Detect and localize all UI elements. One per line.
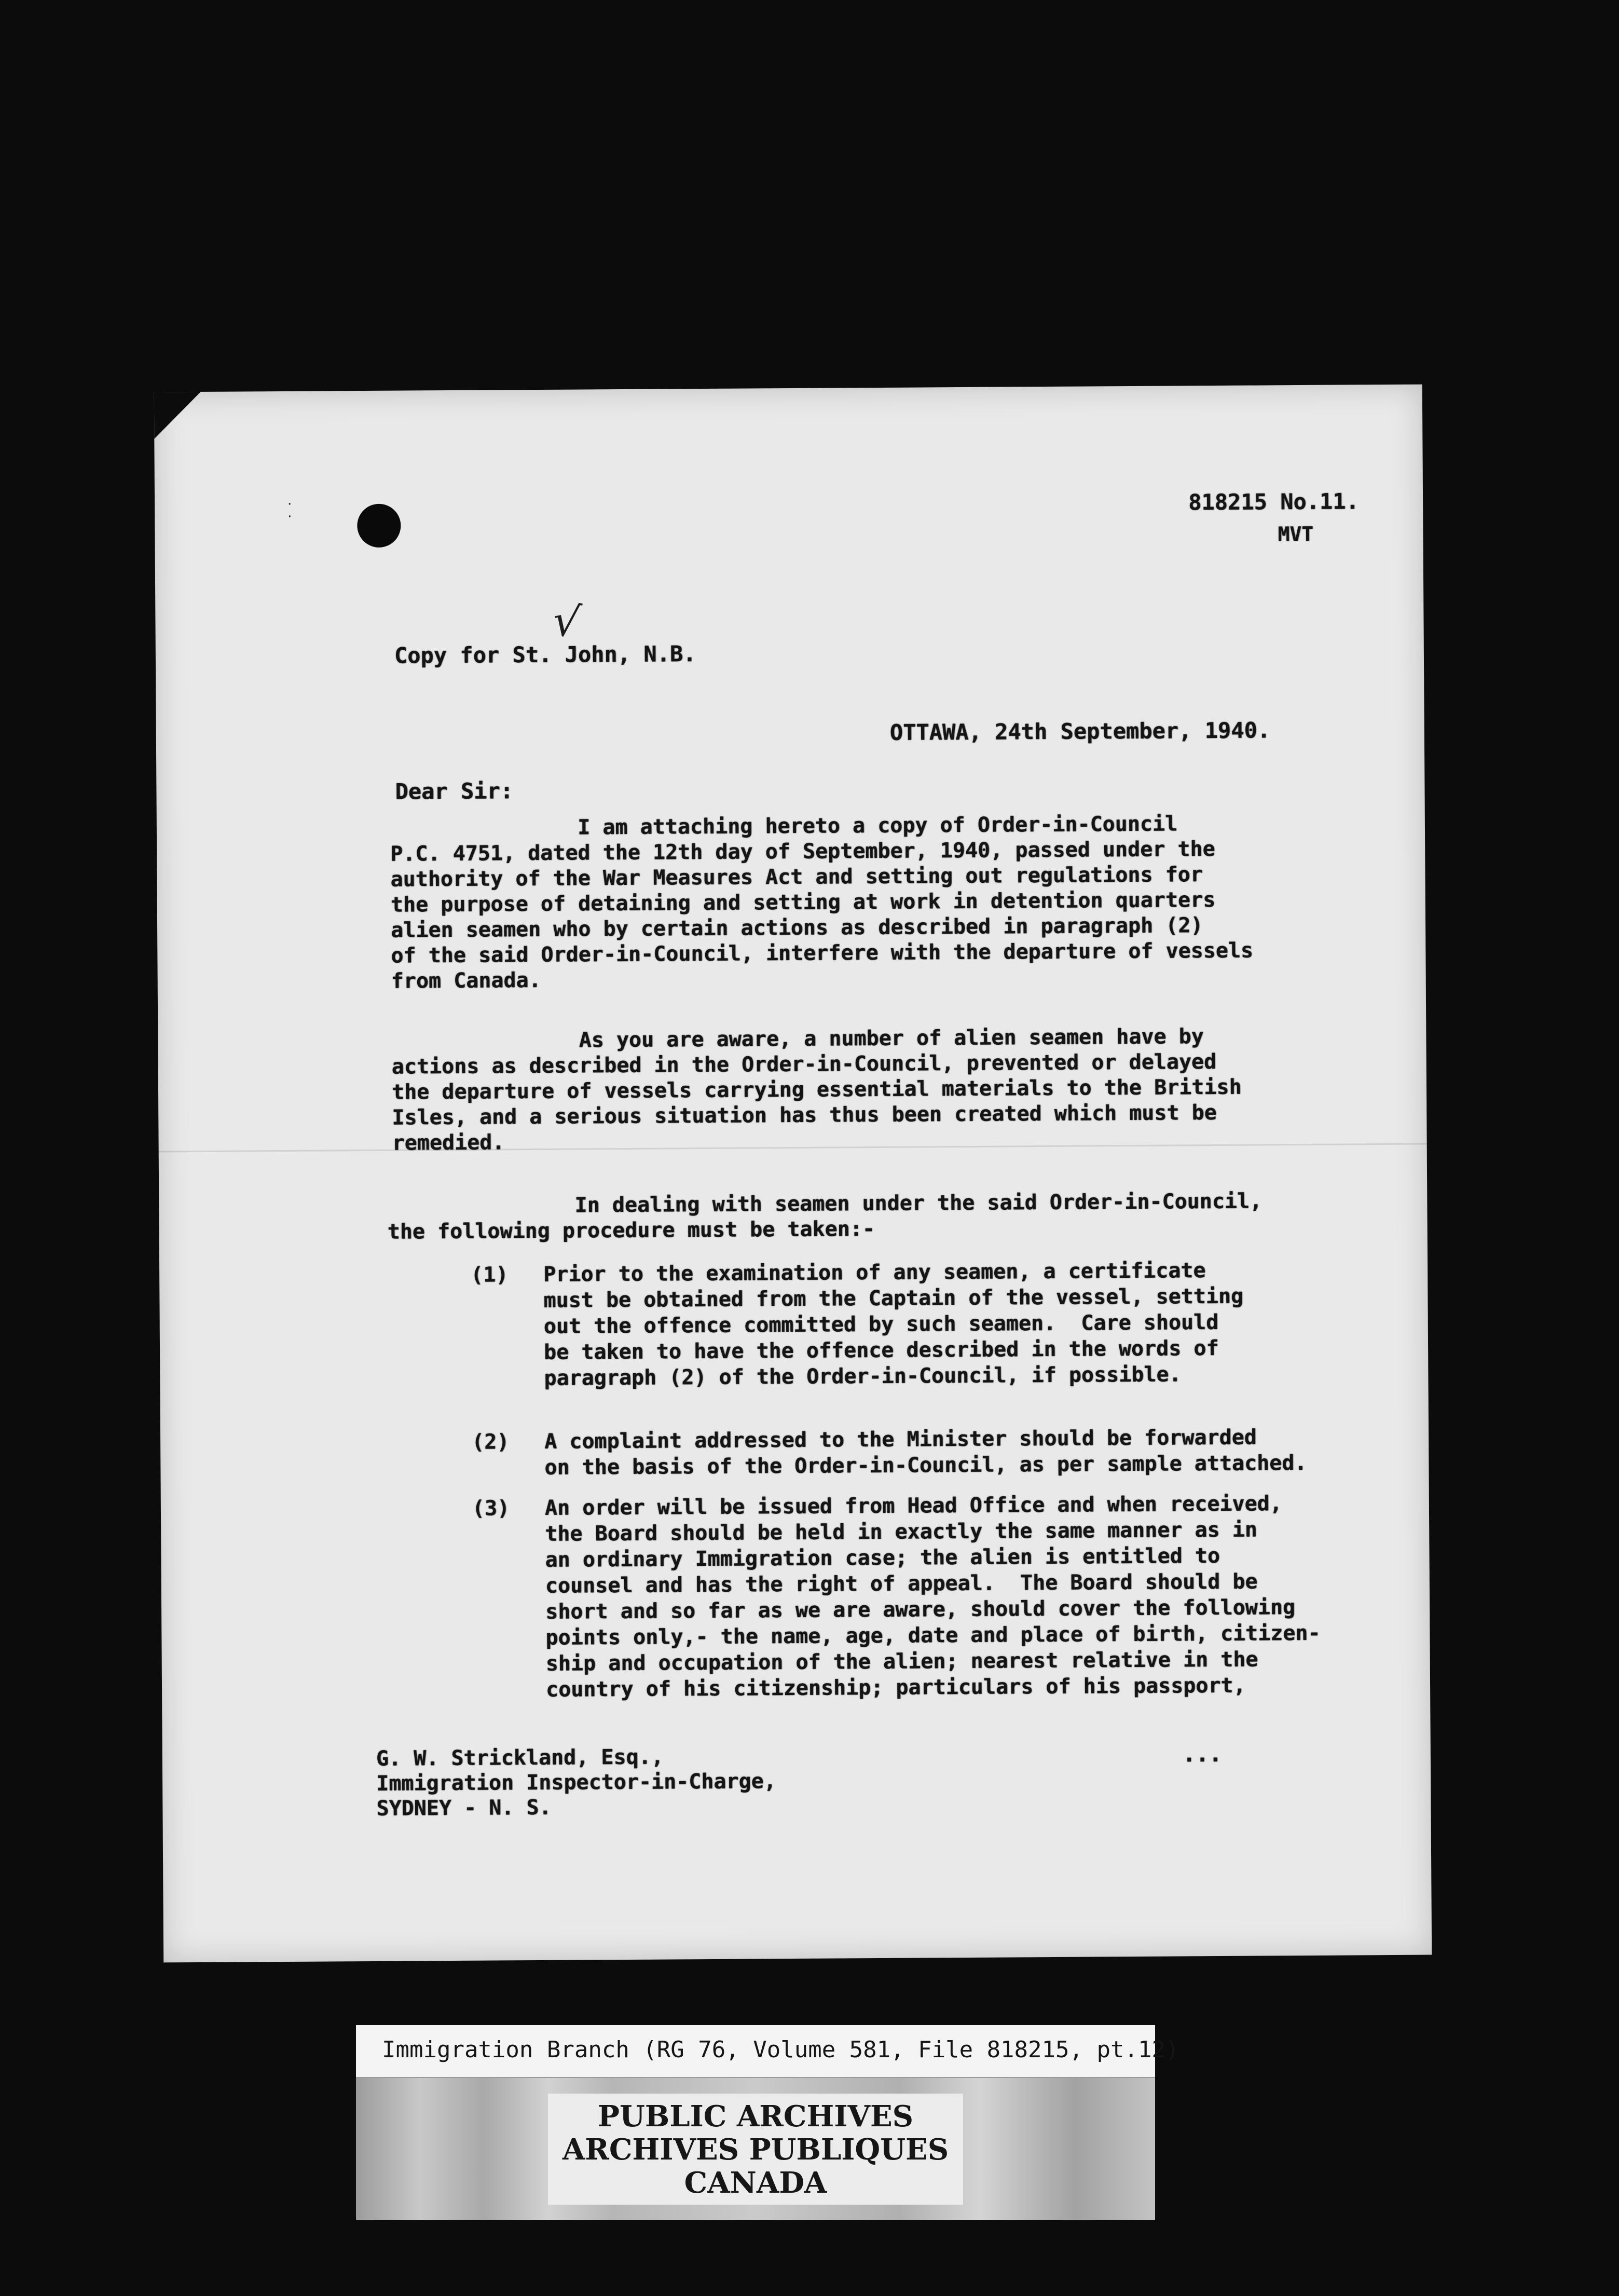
paragraph-2: As you are aware, a number of alien seamen have by actions as described in the Order-in-Council, prevented or delayed the departure of vessels carrying essential materials to the British Isles, and a serious situation has thus been created which must be remedied.	[391, 1024, 1242, 1155]
paragraph-1: I am attaching hereto a copy of Order-in-Council P.C. 4751, dated the 12th day of September, 1940, passed under the authority of the War Measures Act and setting out regulations for the purpose of detaining and setting at work in detention quarters alien seamen who by certain actions as described in paragraph (2) of the said Order-in-Council, interfere with the departure of vessels from Canada.	[390, 812, 1254, 993]
continued-marker: ...	[1182, 1741, 1222, 1767]
dateline: OTTAWA, 24th September, 1940.	[889, 717, 1271, 745]
letter-page	[154, 385, 1432, 1963]
check-mark-icon: √	[550, 595, 583, 648]
addressee-title: Immigration Inspector-in-Charge,	[376, 1769, 776, 1796]
stamp-line-french: ARCHIVES PUBLIQUES	[562, 2133, 949, 2167]
stamp-line-country: CANADA	[684, 2166, 827, 2200]
copy-for-line: Copy for St. John, N.B.	[394, 641, 696, 668]
archive-label	[356, 2025, 1179, 2220]
procedure-item-text: Prior to the examination of any seamen, a certificate must be obtained from the Captain of the vessel, setting out the offence committed by such seamen. Care should be taken to have the offence described in the words of paragraph (2) of the Order-in-Council, if possible.	[543, 1259, 1244, 1390]
procedure-item-number: (1)	[471, 1263, 509, 1287]
procedure-item-number: (3)	[472, 1496, 510, 1521]
archives-stamp	[548, 2094, 963, 2205]
procedure-item-text: An order will be issued from Head Office and when received, the Board should be held in exactly the same manner as in an ordinary Immigration case; the alien is entitled to counsel and has the right of appeal. The Board should be short and so far as we are aware, should cover the following points only,- the name, age, date and place of birth, citizen- ship and occupation of the alien; nearest relative in the country of his citizenship; particulars of his passport,	[544, 1492, 1321, 1702]
punch-hole-icon	[357, 504, 401, 548]
salutation: Dear Sir:	[395, 778, 514, 804]
file-reference: 818215 No.11.	[1188, 488, 1359, 515]
page-corner-fold	[154, 392, 201, 439]
addressee-name: G. W. Strickland, Esq.,	[376, 1745, 664, 1771]
addressee-location: SYDNEY - N. S.	[376, 1795, 552, 1821]
addressee-block	[376, 1744, 776, 1821]
archive-reference-strip	[356, 2025, 1179, 2079]
margin-dots-icon: · ·	[287, 496, 292, 525]
archive-reference: Immigration Branch (RG 76, Volume 581, File 818215, pt.12)	[382, 2037, 1179, 2063]
stamp-line-english: PUBLIC ARCHIVES	[597, 2099, 914, 2134]
procedure-item-number: (2)	[472, 1430, 510, 1454]
procedure-item-text: A complaint addressed to the Minister should be forwarded on the basis of the Order-in-Council, as per sample attached.	[544, 1425, 1307, 1480]
paragraph-3: In dealing with seamen under the said Order-in-Council, the following procedure must be taken:-	[387, 1189, 1263, 1244]
typist-initials: MVT	[1278, 522, 1314, 546]
